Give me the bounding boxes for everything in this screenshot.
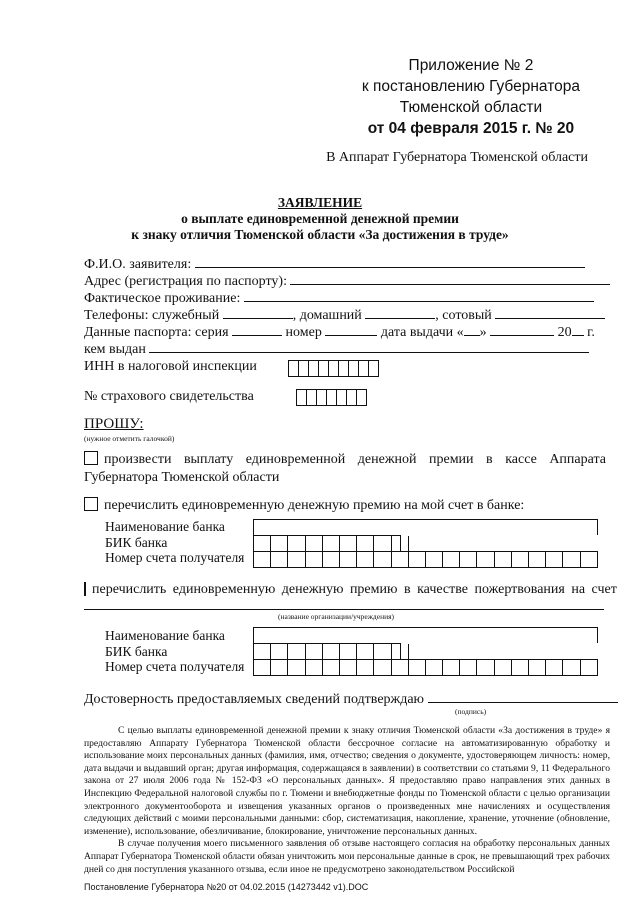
bank-grid-2 — [253, 627, 598, 676]
appendix-header — [362, 55, 580, 139]
bik-cells[interactable] — [253, 535, 401, 551]
bank-name-field[interactable] — [253, 519, 598, 535]
passport-number[interactable] — [325, 323, 377, 336]
address-label: Адрес (регистрация по паспорту): — [84, 274, 287, 289]
quote: » — [479, 325, 487, 340]
actual-field[interactable] — [244, 289, 594, 302]
bank-labels-1 — [105, 519, 244, 566]
actual-label: Фактическое проживание: — [84, 291, 241, 306]
bank-labels-2 — [105, 628, 244, 675]
consent-paragraph: В случае получения моего письменного заявления об отзыве настоящего согласия на обработку персональных данных Аппарат Губернатора Тюменской области обязан уничтожить мои персональные данные в срок, не превышающий трех рабочих дней со дня поступления указанного отзыва, если иное не предусмотрено законодательством Российской — [84, 838, 610, 875]
title-block — [0, 195, 640, 243]
page-title: ЗАЯВЛЕНИЕ — [277, 195, 363, 210]
subtitle: о выплате единовременной денежной премии — [181, 211, 459, 226]
option-cash[interactable] — [84, 451, 606, 487]
inn-cells[interactable] — [288, 360, 379, 377]
organization-field[interactable] — [84, 609, 604, 610]
signature-caption: (подпись) — [455, 707, 487, 716]
bik-label: БИК банка — [105, 534, 168, 550]
bank-name-field[interactable] — [253, 627, 598, 643]
subtitle: к знаку отличия Тюменской области «За достижения в труде» — [131, 227, 509, 242]
year-suffix: г. — [587, 325, 595, 340]
account-cells[interactable] — [253, 551, 598, 568]
option-label: перечислить единовременную денежную премию в качестве пожертвования на счет — [92, 582, 617, 597]
bik-cells[interactable] — [253, 643, 401, 659]
mobile-label: , сотовый — [435, 308, 492, 323]
appendix-line: Тюменской области — [399, 99, 543, 116]
issued-by-label: кем выдан — [84, 342, 146, 357]
bank-name-label: Наименование банка — [105, 628, 225, 643]
mobile-field[interactable] — [495, 306, 605, 319]
bank-grid-1 — [253, 519, 598, 568]
account-label: Номер счета получателя — [105, 550, 245, 565]
home-phone-label: , домашний — [292, 308, 362, 323]
month-field[interactable] — [490, 323, 554, 336]
work-phone-field[interactable] — [223, 306, 293, 319]
org-caption: (название организации/учреждения) — [278, 612, 395, 621]
fio-field[interactable] — [195, 255, 585, 268]
request-hint: (нужное отметить галочкой) — [84, 434, 175, 443]
option-bank[interactable] — [84, 497, 524, 514]
fio-label: Ф.И.О. заявителя: — [84, 257, 192, 272]
option-label: произвести выплату единовременной денежной премии в кассе Аппарата Губернатора Тюменской области — [84, 452, 606, 485]
checkbox[interactable] — [84, 497, 98, 511]
passport-label: Данные паспорта: серия — [84, 325, 229, 340]
consent-paragraph: С целью выплаты единовременной денежной премии к знаку отличия Тюменской области «За достижения в труде» я предоставляю Аппарату Губернатора Тюменской области бессрочное согласие на автоматизированную обработку и использование моих персональных данных (фамилия, имя, отчество; сведения о документе, удостоверяющем личность: номер, дата выдачи и выдавший орган; другая информация, содержащаяся в заявлении) в соответствии со статьями 9, 11 Федерального закона от 27 июля 2006 года № 152-ФЗ «О персональных данных». Я предоставляю право направления этих данных в Инспекцию Федеральной налоговой службы по г. Тюмени и внебюджетные фонды по Тюменской области с целью организации электронного документооборота и извещения указанных органов о произведенных мне начислениях и осуществления следующих действий с моими персональными данными: сбор, систематизация, накопление, хранение, уточнение (обновление, изменение), использование, обезличивание, блокирование, уничтожение персональных данных. — [84, 725, 610, 837]
bank-name-label: Наименование банка — [105, 519, 225, 534]
signature-field[interactable] — [428, 690, 618, 703]
addressee: В Аппарат Губернатора Тюменской области — [326, 150, 588, 165]
date-label: дата выдачи « — [380, 325, 464, 340]
appendix-line: к постановлению Губернатора — [361, 78, 580, 95]
passport-series[interactable] — [232, 323, 282, 336]
work-phone-label: Телефоны: служебный — [84, 308, 220, 323]
year-field[interactable] — [572, 323, 584, 336]
account-cells[interactable] — [253, 659, 598, 676]
issued-by-field[interactable] — [149, 340, 589, 353]
insurance-cells[interactable] — [296, 389, 367, 406]
appendix-line: от 04 февраля 2015 г. № 20 — [367, 120, 575, 137]
consent-block — [84, 725, 610, 892]
checkbox[interactable] — [84, 582, 86, 596]
request-title: ПРОШУ: — [84, 416, 144, 432]
insurance-label: № страхового свидетельства — [84, 389, 254, 404]
applicant-fields — [84, 255, 598, 357]
year-label: 20 — [557, 325, 572, 340]
home-phone-field[interactable] — [365, 306, 435, 319]
inn-label: ИНН в налоговой инспекции — [84, 359, 257, 374]
confirm-line — [84, 690, 618, 708]
day-field[interactable] — [464, 323, 480, 336]
number-label: номер — [285, 325, 322, 340]
bik-label: БИК банка — [105, 643, 168, 659]
checkbox[interactable] — [84, 451, 98, 465]
appendix-line: Приложение № 2 — [408, 57, 534, 74]
option-donation[interactable] — [84, 582, 617, 598]
account-label: Номер счета получателя — [105, 659, 245, 674]
address-field[interactable] — [290, 272, 610, 285]
confirm-label: Достоверность предоставляемых сведений подтверждаю — [84, 692, 425, 707]
footer: Постановление Губернатора №20 от 04.02.2015 (14273442 v1).DOC — [84, 882, 369, 893]
option-label: перечислить единовременную денежную премию на мой счет в банке: — [104, 498, 525, 513]
